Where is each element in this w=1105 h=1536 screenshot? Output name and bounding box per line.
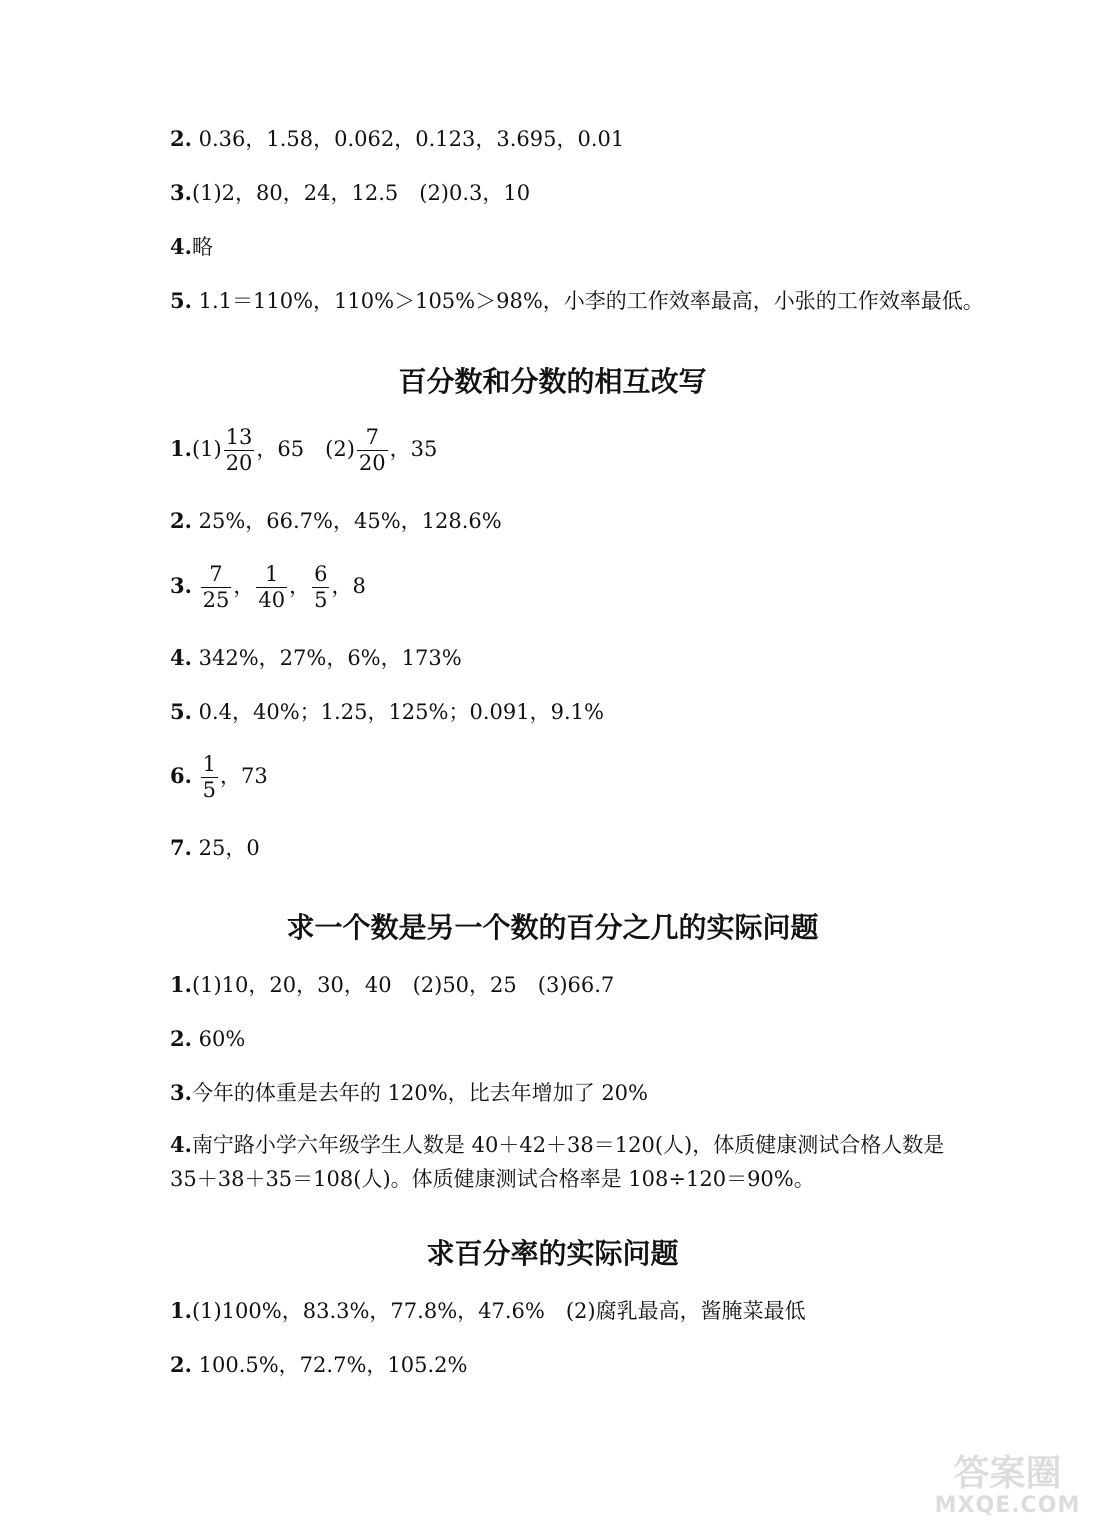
answer-3: 3.(1)2，80，24，12.5 (2)0.3，10 (170, 180, 531, 205)
answer-2: 2. 0.36，1.58，0.062，0.123，3.695，0.01 (170, 126, 625, 151)
fraction: $\frac{1}{5}$ (202, 752, 216, 802)
answer-5: 5. 1.1＝110%，110%＞105%＞98%，小李的工作效率最高，小张的工作效率最低。 (170, 288, 984, 313)
s1-answer-1: 1.(1) $\frac{13}{20}$ ，65 (2) $\frac{7}{20}$ ，35 (170, 425, 438, 475)
s1-answer-2: 2. 25%，66.7%，45%，128.6% (170, 508, 502, 533)
fraction: $\frac{1}{40}$ (258, 562, 286, 612)
watermark-logo: 答案圈 MXQE.COM (934, 1453, 1081, 1518)
s1-answer-6: 6. $\frac{1}{5}$ ，73 (170, 752, 268, 802)
s1-answer-3: 3. $\frac{7}{25}$ ， $\frac{1}{40}$ ， $\frac{6}{5}$ ，8 (170, 562, 366, 612)
s1-answer-7: 7. 25，0 (170, 835, 260, 860)
section-title-percentage-rate: 求百分率的实际问题 (426, 1237, 679, 1270)
fraction: $\frac{13}{20}$ (225, 425, 253, 475)
fraction: $\frac{7}{25}$ (202, 562, 230, 612)
section-title-percent-fraction: 百分数和分数的相互改写 (398, 365, 707, 398)
s3-answer-1: 1.(1)100%，83.3%，77.8%，47.6% (2)腐乳最高，酱腌菜最低 (170, 1298, 806, 1323)
s1-answer-5: 5. 0.4，40%；1.25，125%；0.091，9.1% (170, 699, 604, 724)
fraction: $\frac{7}{20}$ (358, 425, 386, 475)
s2-answer-3: 3.今年的体重是去年的 120%，比去年增加了 20% (170, 1080, 648, 1105)
answer-4: 4.略 (170, 234, 213, 259)
s3-answer-2: 2. 100.5%，72.7%，105.2% (170, 1352, 468, 1377)
fraction: $\frac{6}{5}$ (314, 562, 328, 612)
s2-answer-4: 4.南宁路小学六年级学生人数是 40＋42＋38＝120(人)，体质健康测试合格人数是 35＋38＋35＝108(人)。体质健康测试合格率是 108÷120＝90%。 (170, 1132, 945, 1191)
s2-answer-2: 2. 60% (170, 1026, 246, 1051)
s1-answer-4: 4. 342%，27%，6%，173% (170, 645, 462, 670)
s2-answer-1: 1.(1)10，20，30，40 (2)50，25 (3)66.7 (170, 972, 615, 997)
section-title-percent-of-number: 求一个数是另一个数的百分之几的实际问题 (286, 911, 819, 944)
